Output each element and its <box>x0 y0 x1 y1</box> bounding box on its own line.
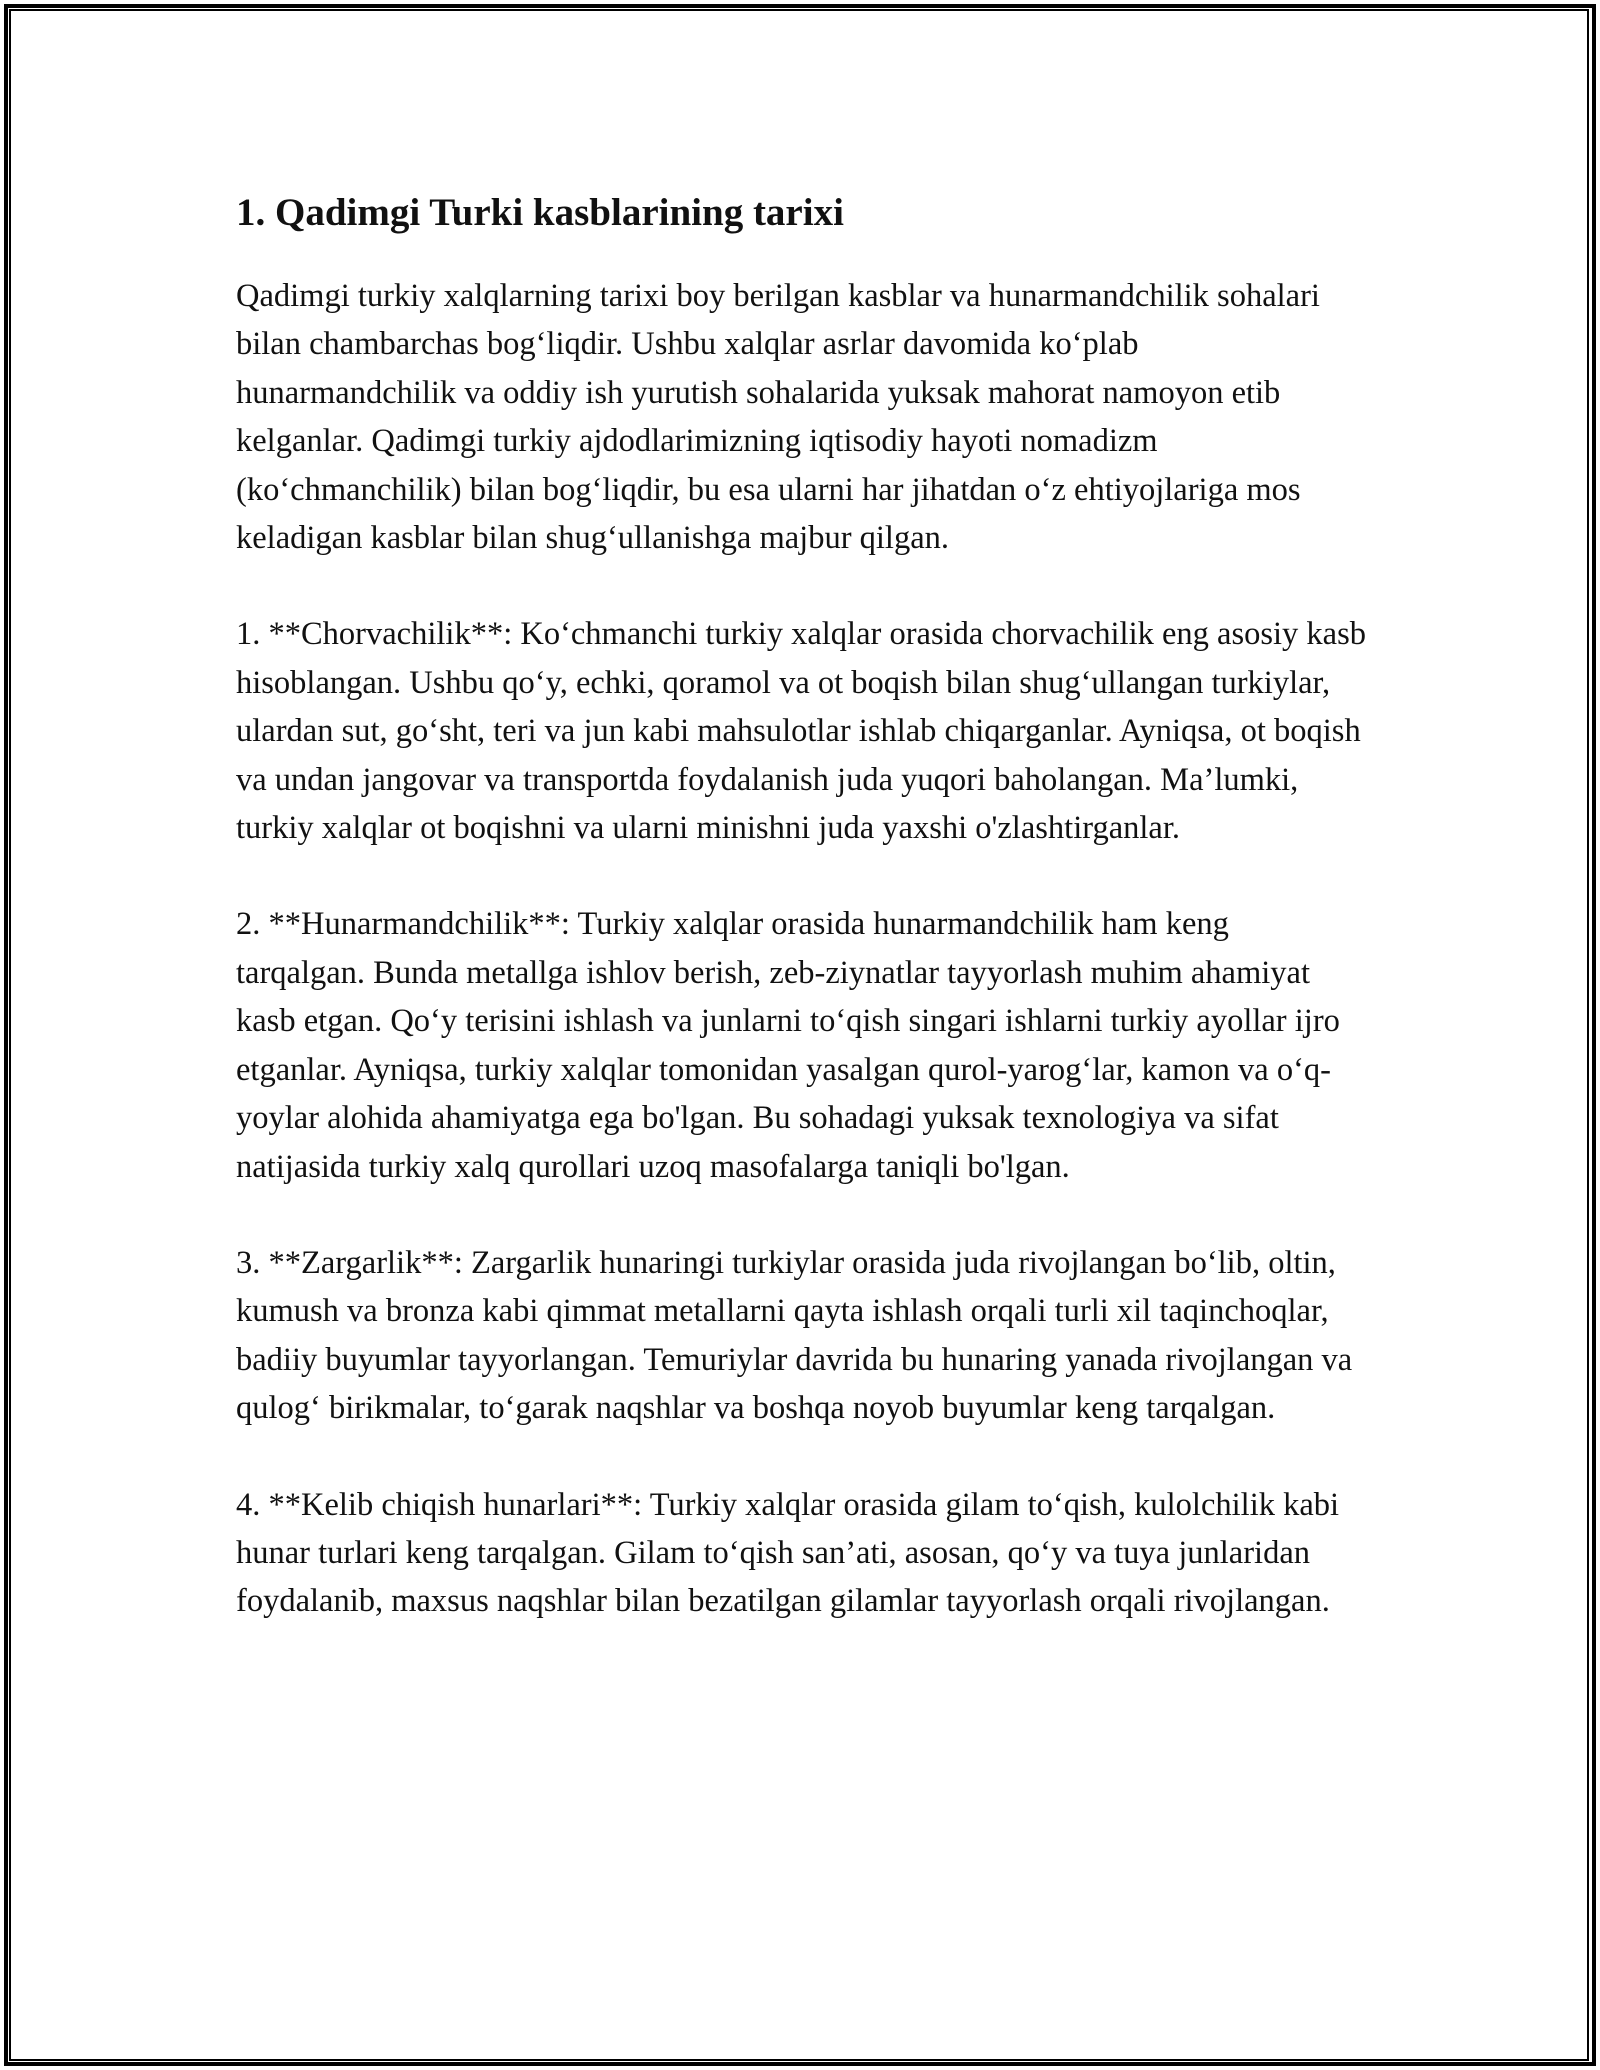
paragraph-hunarmandchilik: 2. **Hunarmandchilik**: Turkiy xalqlar orasida hunarmandchilik ham keng tarqalgan. Bunda metallga ishlov berish, zeb-ziynatlar tayyorlash muhim ahamiyat kasb etgan. Qo‘y terisini ishlash va junlarni to‘qish singari ishlarni turkiy ayollar ijro etganlar. Ayniqsa, turkiy xalqlar tomonidan yasalgan qurol-yarog‘lar, kamon va o‘q-yoylar alohida ahamiyatga ega bo'lgan. Bu sohadagi yuksak texnologiya va sifat natijasida turkiy xalq qurollari uzoq masofalarga taniqli bo'lgan. <box>236 906 1340 1185</box>
paragraph-zargarlik: 3. **Zargarlik**: Zargarlik hunaringi turkiylar orasida juda rivojlangan bo‘lib, oltin, kumush va bronza kabi qimmat metallarni qayta ishlash orqali turli xil taqinchoqlar, badiiy buyumlar tayyorlangan. Temuriylar davrida bu hunaring yanada rivojlangan va qulog‘ birikmalar, to‘garak naqshlar va boshqa noyob buyumlar keng tarqalgan. <box>236 1244 1353 1427</box>
paragraph-kelib-chiqish: 4. **Kelib chiqish hunarlari**: Turkiy xalqlar orasida gilam to‘qish, kulolchilik kabi hunar turlari keng tarqalgan. Gilam to‘qish san’ati, asosan, qo‘y va tuya junlaridan foydalanib, maxsus naqshlar bilan bezatilgan gilamlar tayyorlash orqali rivojlangan. <box>236 1486 1340 1620</box>
document-title: 1. Qadimgi Turki kasblarining tarixi <box>236 191 844 234</box>
document-body <box>236 188 1366 1674</box>
paragraph-chorvachilik: 1. **Chorvachilik**: Ko‘chmanchi turkiy xalqlar orasida chorvachilik eng asosiy kasb hisoblangan. Ushbu qo‘y, echki, qoramol va ot boqish bilan shug‘ullangan turkiylar, ulardan sut, go‘sht, teri va jun kabi mahsulotlar ishlab chiqarganlar. Ayniqsa, ot boqish va undan jangovar va transportda foydalanish juda yuqori baholangan. Ma’lumki, turkiy xalqlar ot boqishni va ularni minishni juda yaxshi o'zlashtirganlar. <box>236 616 1366 847</box>
paragraph-intro: Qadimgi turkiy xalqlarning tarixi boy berilgan kasblar va hunarmandchilik sohalari bilan chambarchas bog‘liqdir. Ushbu xalqlar asrlar davomida ko‘plab hunarmandchilik va oddiy ish yurutish sohalarida yuksak mahorat namoyon etib kelganlar. Qadimgi turkiy ajdodlarimizning iqtisodiy hayoti nomadizm (ko‘chmanchilik) bilan bog‘liqdir, bu esa ularni har jihatdan o‘z ehtiyojlariga mos keladigan kasblar bilan shug‘ullanishga majbur qilgan. <box>236 278 1320 557</box>
